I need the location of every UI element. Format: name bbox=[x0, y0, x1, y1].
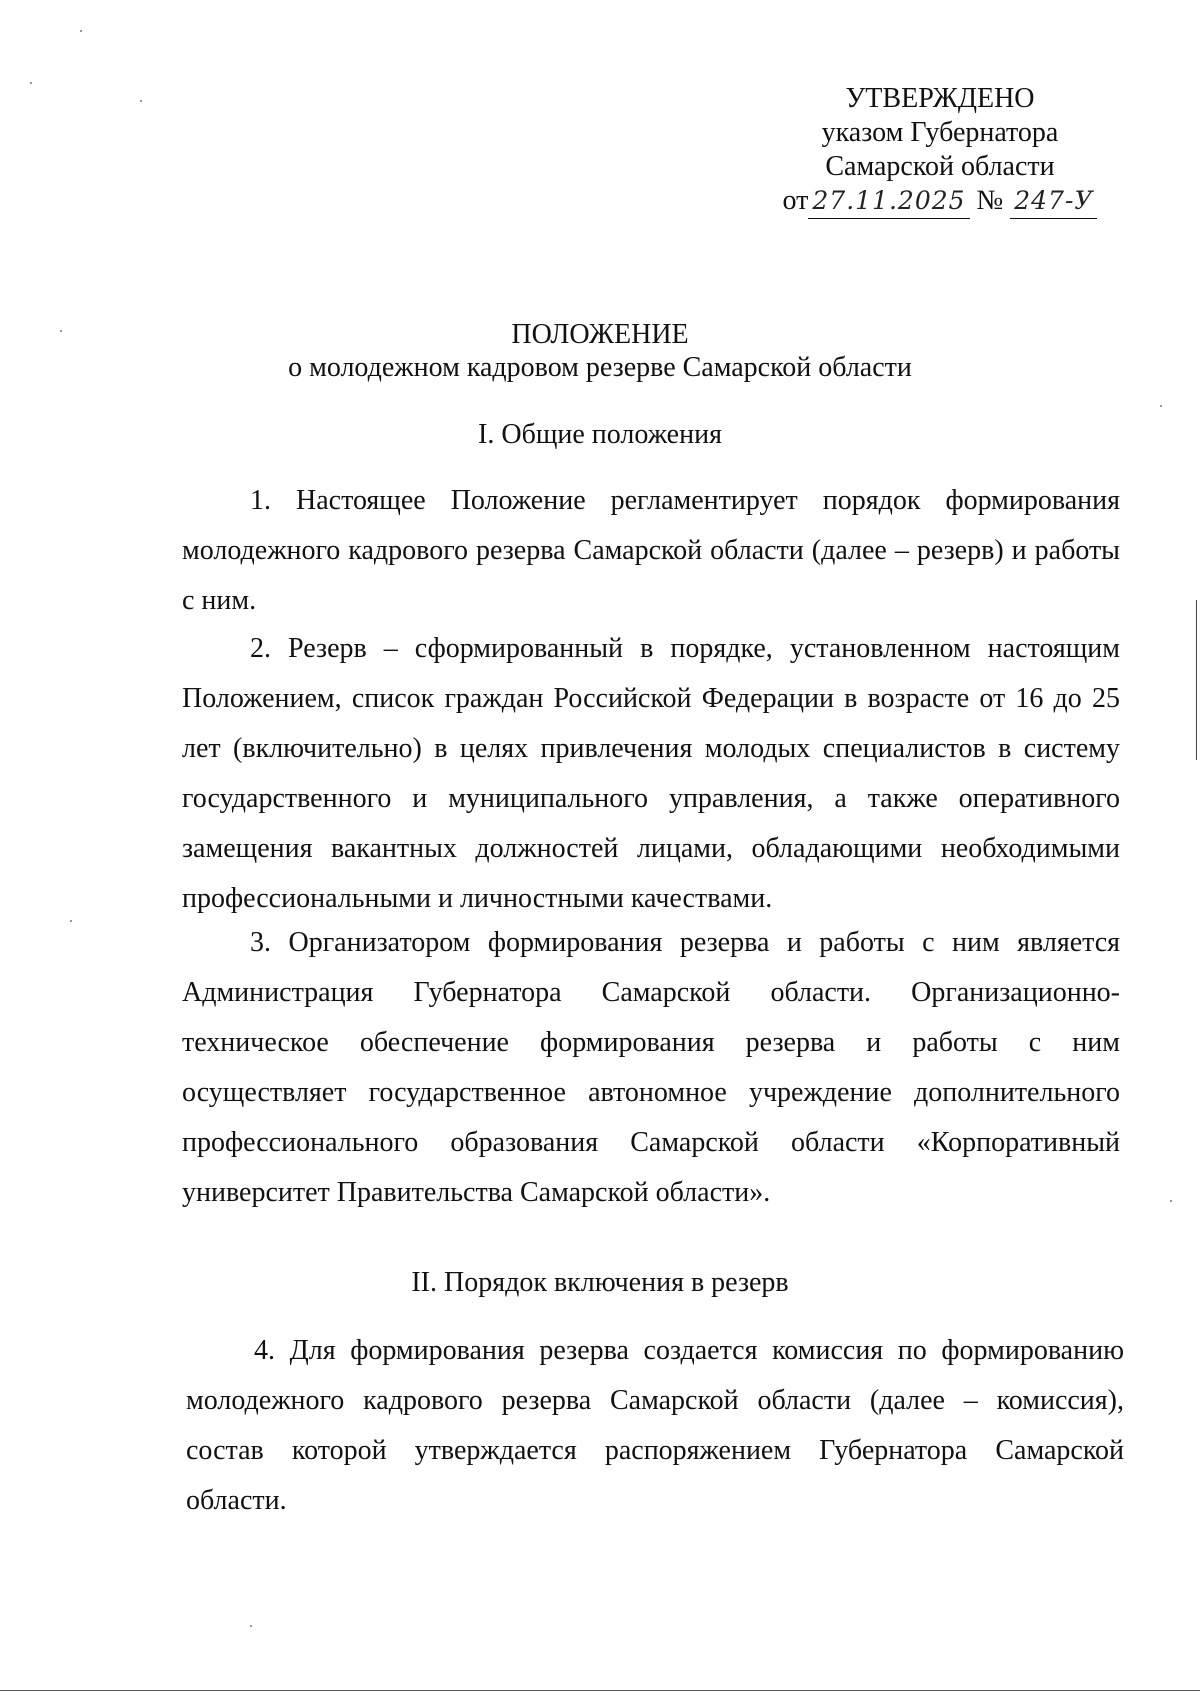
approval-region: Самарской области bbox=[825, 151, 1055, 182]
scan-speck bbox=[30, 82, 32, 84]
scan-speck bbox=[1160, 405, 1162, 407]
handwritten-date: 27.11.2025 bbox=[808, 184, 969, 219]
approval-label: УТВЕРЖДЕНО bbox=[845, 83, 1035, 114]
section-heading: I. Общие положения bbox=[478, 419, 722, 450]
scan-bottom-line bbox=[0, 1690, 1200, 1691]
paragraph bbox=[182, 624, 1120, 924]
paragraph-number: 4. bbox=[254, 1335, 275, 1366]
scan-edge-line bbox=[1196, 600, 1197, 760]
paragraph-text: Для формирования резерва создается комиссия по формированию молодежного кадрового резерва Самарской области (далее – комиссия), состав которой утверждается распоряжением Губернатора Самарской области. bbox=[186, 1335, 1124, 1516]
paragraph-number: 1. bbox=[250, 485, 271, 516]
paragraph-text: Настоящее Положение регламентирует порядок формирования молодежного кадрового резерва Самарской области (далее – резерв) и работы с ним. bbox=[182, 485, 1121, 616]
number-prefix: № bbox=[976, 185, 1004, 216]
scan-speck bbox=[140, 100, 142, 102]
paragraph bbox=[182, 476, 1120, 626]
approval-block bbox=[770, 82, 1110, 219]
handwritten-number: 247-У bbox=[1010, 184, 1097, 219]
document-subtitle: о молодежном кадровом резерве Самарской области bbox=[288, 352, 912, 383]
date-prefix: от bbox=[782, 185, 809, 216]
paragraph-number: 2. bbox=[250, 633, 271, 664]
approval-authority: указом Губернатора bbox=[821, 117, 1059, 148]
paragraph-text: Организатором формирования резерва и работы с ним является Администрация Губернатора Самарской области. Организационно-техническое обеспечение формирования резерва и работы с ним осуществляет государственное автономное учреждение дополнительного профессионального образования Самарской области «Корпоративный университет Правительства Самарской области». bbox=[182, 927, 1121, 1208]
paragraph-text: Резерв – сформированный в порядке, установленном настоящим Положением, список граждан Российской Федерации в возрасте от 16 до 25 лет (включительно) в целях привлечения молодых специалистов в систему государственного и муниципального управления, а также оперативного замещения вакантных должностей лицами, обладающими необходимыми профессиональными и личностными качествами. bbox=[182, 633, 1120, 914]
scan-speck bbox=[70, 920, 72, 922]
paragraph bbox=[182, 918, 1120, 1218]
section-heading: II. Порядок включения в резерв bbox=[411, 1267, 789, 1298]
scan-speck bbox=[80, 30, 82, 32]
paragraph bbox=[186, 1326, 1124, 1526]
paragraph-number: 3. bbox=[250, 927, 271, 958]
scan-speck bbox=[250, 1625, 252, 1627]
document-title: ПОЛОЖЕНИЕ bbox=[511, 319, 689, 350]
scan-speck bbox=[1170, 1200, 1172, 1202]
approval-date-number-row bbox=[770, 184, 1110, 219]
